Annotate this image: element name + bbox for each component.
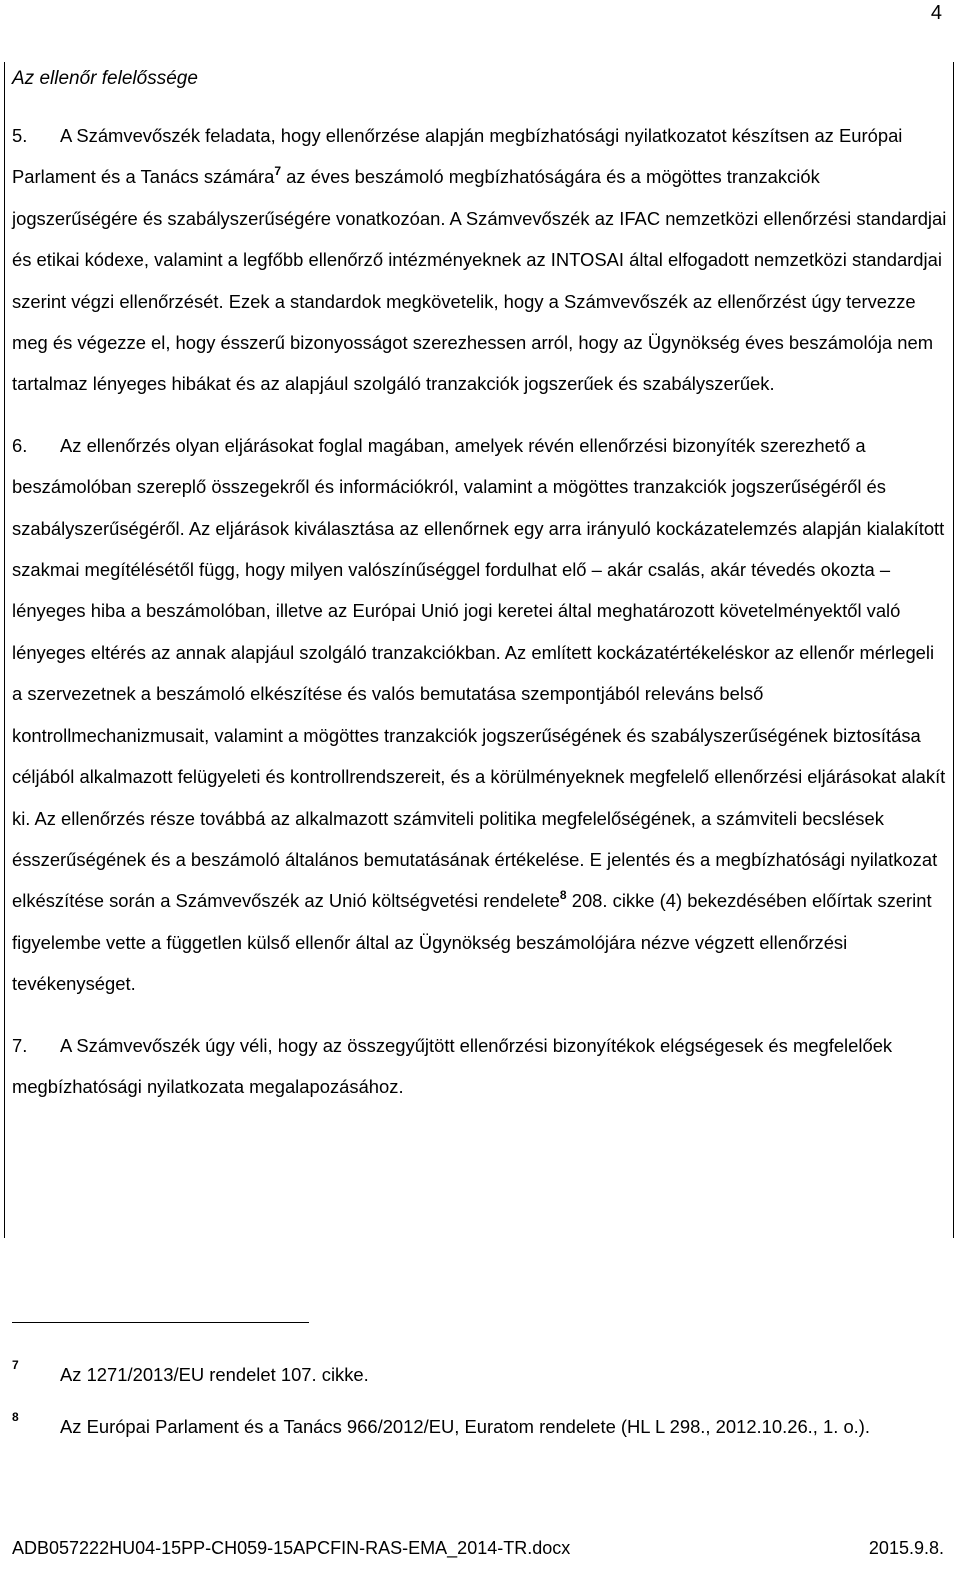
footnote-8 bbox=[12, 1412, 912, 1442]
footer-date: 2015.9.8. bbox=[868, 1538, 944, 1558]
footnote-7 bbox=[12, 1360, 912, 1390]
paragraph-6 bbox=[12, 425, 948, 1005]
page-number: 4 bbox=[930, 2, 942, 24]
paragraph-text: Az ellenőrzés olyan eljárásokat foglal magában, amelyek révén ellenőrzési bizonyíték szerezhető a beszámolóban szereplő összegekről és információkról, valamint a mögöttes tranzakciók jogszerűségéről és szabályszerűségéről. Az eljárások kiválasztása az ellenőrnek egy arra irányuló kockázatelemzés alapján kialakított szakmai megítélésétől függ, hogy milyen valószínűséggel fordulhat elő – akár csalás, akár tévedés okozta – lényeges hiba a beszámolóban, illetve az Európai Unió jogi keretei által meghatározott követelményektől való lényeges eltérés az annak alapjául szolgáló tranzakciókban. Az említett kockázatértékeléskor az ellenőr mérlegeli a szervezetnek a beszámoló elkészítése és valós bemutatása szempontjából releváns belső kontrollmechanizmusait, valamint a mögöttes tranzakciók jogszerűségének és szabályszerűségének biztosítása céljából alkalmazott felügyeleti és kontrollrendszereit, és a körülményeknek megfelelő ellenőrzési eljárásokat alakít ki. Az ellenőrzés része továbbá az alkalmazott számviteli politika megfelelőségének, a számviteli becslések ésszerűségének és a beszámoló általános bemutatásának értékelése. E jelentés és a megbízhatósági nyilatkozat elkészítése során a Számvevőszék az Unió költségvetési rendelete bbox=[12, 434, 946, 912]
footnote-ref-7[interactable]: 7 bbox=[274, 164, 282, 179]
footnote-ref-8[interactable]: 8 bbox=[559, 888, 567, 903]
left-border-line bbox=[4, 62, 5, 1238]
paragraph-7 bbox=[12, 1025, 948, 1108]
footnote-separator bbox=[12, 1322, 309, 1323]
document-body bbox=[12, 62, 948, 1107]
paragraph-text-cont: az éves beszámoló megbízhatóságára és a mögöttes tranzakciók jogszerűségére és szabályszerűségére vonatkozóan. A Számvevőszék az IFAC nemzetközi ellenőrzési standardjai és etikai kódexe, valamint a legfőbb ellenőrző intézményeknek az INTOSAI által elfogadott nemzetközi standardjai szerint végzi ellenőrzését. Ezek a standardok megkövetelik, hogy a Számvevőszék az ellenőrzést úgy tervezze meg és végezze el, hogy ésszerű bizonyosságot szerezhessen arról, hogy az Ügynökség éves beszámolója nem tartalmaz lényeges hibákat és az alapjául szolgáló tranzakciók jogszerűek és szabályszerűek. bbox=[12, 166, 947, 395]
footnote-number: 7 bbox=[12, 1358, 19, 1372]
paragraph-text: A Számvevőszék úgy véli, hogy az összegyűjtött ellenőrzési bizonyítékok elégségesek és megfelelőek megbízhatósági nyilatkozata megalapozásához. bbox=[12, 1034, 893, 1097]
paragraph-text-cont: 208. cikke (4) bekezdésében előírtak szerint figyelembe vette a független külső ellenőr által az Ügynökség beszámolójára nézve végzett ellenőrzési tevékenységet. bbox=[12, 890, 932, 995]
paragraph-number: 6. bbox=[12, 434, 28, 456]
footnote-number: 8 bbox=[12, 1410, 19, 1424]
page-footer bbox=[12, 1538, 944, 1559]
footnote-text: Az Európai Parlament és a Tanács 966/2012/EU, Euratom rendelete (HL L 298., 2012.10.26., 1. o.). bbox=[60, 1416, 871, 1437]
paragraph-number: 5. bbox=[12, 125, 28, 146]
paragraph-number: 7. bbox=[12, 1034, 28, 1056]
paragraph-5 bbox=[12, 115, 948, 405]
footnote-text: Az 1271/2013/EU rendelet 107. cikke. bbox=[60, 1364, 369, 1385]
footer-filename: ADB057222HU04-15PP-CH059-15APCFIN-RAS-EMA_2014-TR.docx bbox=[12, 1538, 571, 1558]
paragraph-text: A Számvevőszék feladata, hogy ellenőrzése alapján megbízhatósági nyilatkozatot készítsen az Európai Parlament és a Tanács számára bbox=[12, 125, 903, 188]
section-heading: Az ellenőr felelőssége bbox=[12, 68, 198, 89]
right-border-line bbox=[953, 62, 954, 1238]
